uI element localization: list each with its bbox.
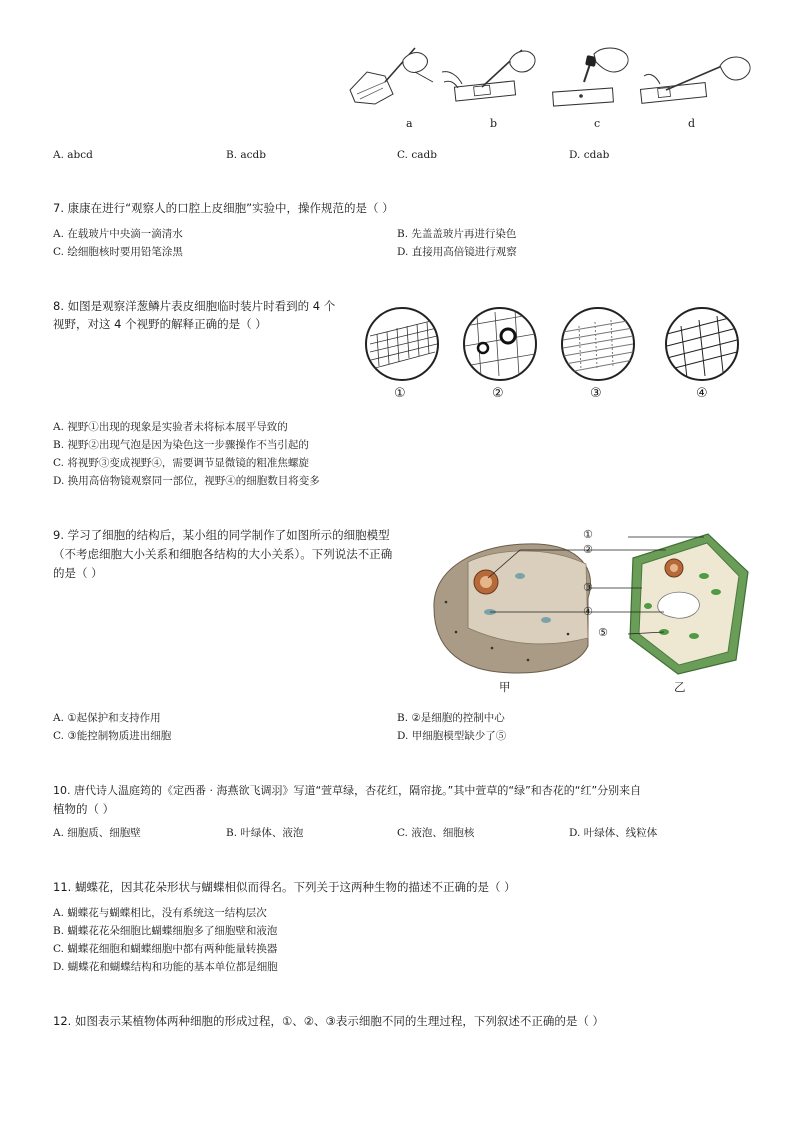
q6-option-b[interactable]: B. acdb <box>226 149 266 161</box>
q6-fig-label-c: c <box>594 117 601 130</box>
q11-option-d[interactable]: D. 蝴蝶花和蝴蝶结构和功能的基本单位都是细胞 <box>53 961 278 973</box>
q9-stem-line-2: （不考虑细胞大小关系和细胞各结构的大小关系）。下列说法不正确 <box>53 547 393 561</box>
q8-option-b[interactable]: B. 视野②出现气泡是因为染色这一步骤操作不当引起的 <box>53 439 309 451</box>
q7-stem: 7. 康康在进行“观察人的口腔上皮细胞”实验中，操作规范的是（ ） <box>53 201 394 215</box>
q6-step-b-drawing <box>440 42 540 112</box>
q9-fig-number-5: ⑤ <box>598 626 608 639</box>
q9-option-d[interactable]: D. 甲细胞模型缺少了⑤ <box>397 730 507 742</box>
q9-fig-number-3: ③ <box>583 581 593 594</box>
q8-stem-line-2: 视野，对这 4 个视野的解释正确的是（ ） <box>53 317 267 331</box>
q9-fig-number-2: ② <box>583 543 593 556</box>
q9-option-a[interactable]: A. ①起保护和支持作用 <box>53 712 161 724</box>
q7-option-d[interactable]: D. 直接用高倍镜进行观察 <box>397 246 517 258</box>
q10-stem-line-1: 10. 唐代诗人温庭筠的《定西番 · 海燕欲飞调羽》写道“萱草绿，杏花红，隔帘拢。”其中萱草的“绿”和杏花的“红”分别来自 <box>53 784 642 797</box>
q7-option-c[interactable]: C. 绘细胞核时要用铅笔涂黑 <box>53 246 183 258</box>
q6-fig-label-d: d <box>688 117 696 130</box>
q8-option-a[interactable]: A. 视野①出现的现象是实验者未将标本展平导致的 <box>53 421 288 433</box>
q10-option-d[interactable]: D. 叶绿体、线粒体 <box>569 827 658 839</box>
q9-fig-number-4: ④ <box>583 605 593 618</box>
q6-step-c-drawing <box>548 42 638 112</box>
q10-option-b[interactable]: B. 叶绿体、液泡 <box>226 827 304 839</box>
q8-option-d[interactable]: D. 换用高倍物镜观察同一部位，视野④的细胞数目将变多 <box>53 475 320 487</box>
q11-stem: 11. 蝴蝶花，因其花朵形状与蝴蝶相似而得名。下列关于这两种生物的描述不正确的是（ ） <box>53 880 516 894</box>
q9-cell-models <box>428 528 768 678</box>
q7-option-b[interactable]: B. 先盖盖玻片再进行染色 <box>397 228 517 240</box>
q10-option-c[interactable]: C. 液泡、细胞核 <box>397 827 475 839</box>
q6-option-d[interactable]: D. cdab <box>569 149 610 161</box>
q9-stem-line-3: 的是（ ） <box>53 566 103 580</box>
q11-option-b[interactable]: B. 蝴蝶花花朵细胞比蝴蝶细胞多了细胞壁和液泡 <box>53 925 278 937</box>
q6-option-c[interactable]: C. cadb <box>397 149 437 161</box>
q6-fig-label-a: a <box>406 117 413 130</box>
q8-fig-label-1: ① <box>394 386 406 401</box>
q6-step-a-drawing <box>345 42 435 112</box>
q6-option-a[interactable]: A. abcd <box>53 149 93 161</box>
q9-option-b[interactable]: B. ②是细胞的控制中心 <box>397 712 505 724</box>
q7-option-a[interactable]: A. 在载玻片中央滴一滴清水 <box>53 228 183 240</box>
q8-fig-label-2: ② <box>492 386 504 401</box>
q9-stem-line-1: 9. 学习了细胞的结构后，某小组的同学制作了如图所示的细胞模型 <box>53 528 390 542</box>
q8-fig-label-3: ③ <box>590 386 602 401</box>
q6-fig-label-b: b <box>490 117 498 130</box>
q11-option-a[interactable]: A. 蝴蝶花与蝴蝶相比，没有系统这一结构层次 <box>53 907 267 919</box>
q9-option-c[interactable]: C. ③能控制物质进出细胞 <box>53 730 172 742</box>
q9-fig-name-jia: 甲 <box>499 680 511 694</box>
q8-option-c[interactable]: C. 将视野③变成视野④，需要调节显微镜的粗准焦螺旋 <box>53 457 309 469</box>
q10-stem-line-2: 植物的（ ） <box>53 802 115 816</box>
q11-option-c[interactable]: C. 蝴蝶花细胞和蝴蝶细胞中都有两种能量转换器 <box>53 943 278 955</box>
q8-fig-label-4: ④ <box>696 386 708 401</box>
q9-fig-name-yi: 乙 <box>674 680 686 694</box>
q9-fig-number-1: ① <box>583 528 593 541</box>
q8-microscope-views <box>365 306 745 406</box>
q6-step-d-drawing <box>636 42 756 112</box>
q12-stem: 12. 如图表示某植物体两种细胞的形成过程，①、②、③表示细胞不同的生理过程，下列叙述不正确的是（ ） <box>53 1014 605 1028</box>
q8-stem-line-1: 8. 如图是观察洋葱鳞片表皮细胞临时装片时看到的 4 个 <box>53 299 336 313</box>
q10-option-a[interactable]: A. 细胞质、细胞壁 <box>53 827 141 839</box>
